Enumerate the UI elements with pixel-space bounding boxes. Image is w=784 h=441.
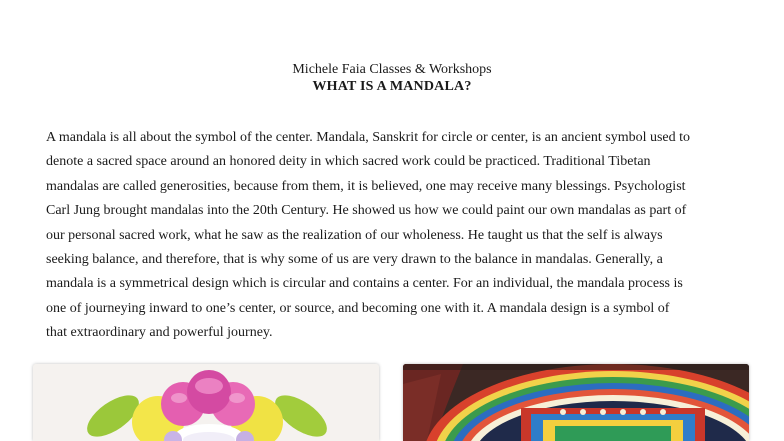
paragraph-line: that extraordinary and powerful journey. (46, 325, 273, 341)
paragraph-line: A mandala is all about the symbol of the center. Mandala, Sanskrit for circle or center, is an ancient symbol used to (46, 130, 691, 145)
paragraph-line: mandalas are called generosities, because from them, it is believed, one may receive many blessings. Psychologist (46, 178, 686, 194)
sand-mandala-photo (403, 364, 749, 441)
document-title: WHAT IS A MANDALA? (312, 79, 472, 94)
body-paragraph (46, 126, 746, 346)
paragraph-line: seeking balance, and therefore, that is why some of us are very drawn to the balance in mandalas. Generally, a (46, 252, 663, 268)
paragraph-line: Carl Jung brought mandalas into the 20th Century. He showed us how we could paint our own mandalas as part of (46, 203, 687, 219)
document-subtitle: Michele Faia Classes & Workshops (292, 62, 492, 77)
paragraph-line: one of journeying inward to one’s center, or source, and becoming one with it. A mandala design is a symbol of (46, 300, 670, 316)
flower-mandala-photo (33, 364, 379, 441)
paragraph-line: denote a sacred space around an honored deity in which sacred work could be practiced. Traditional Tibetan (46, 154, 651, 170)
paragraph-line: mandala is a symmetrical design which is circular and contains a center. For an individual, the mandala process is (46, 276, 683, 292)
paragraph-line: our personal sacred work, what he saw as the realization of our wholeness. He taught us that the self is always (46, 227, 663, 243)
document-header (0, 61, 784, 95)
